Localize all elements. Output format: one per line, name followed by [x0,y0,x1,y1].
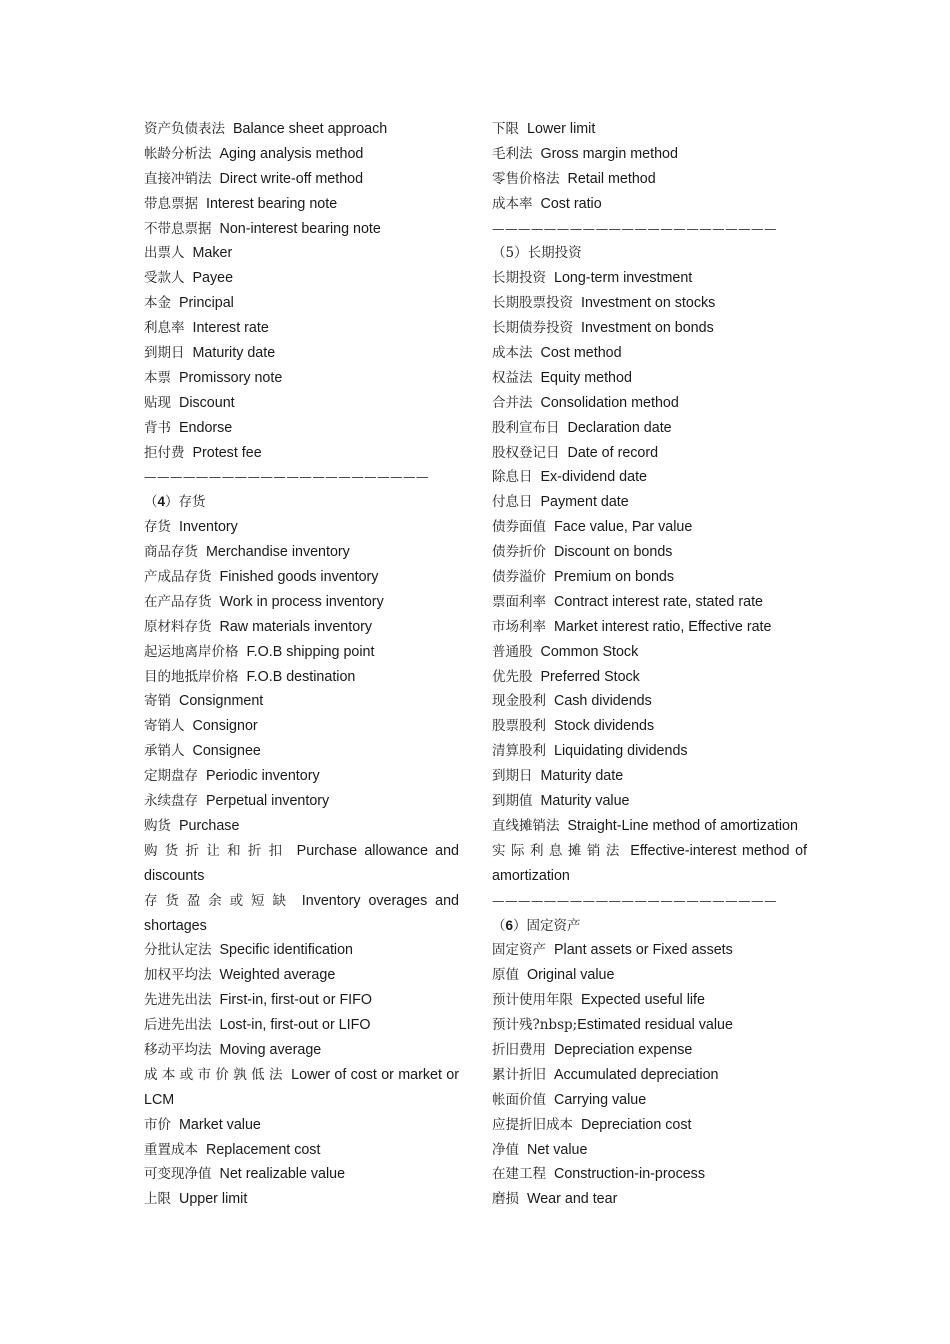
term-chinese: 成本或市价孰低法 [144,1066,287,1083]
term-chinese: 本金 [144,295,171,312]
glossary-entry [492,689,807,714]
section-title: ）固定资产 [513,917,581,934]
term-english-continued: shortages [144,917,207,934]
section-divider: —————————————————————— [492,892,777,908]
term-chinese: 累计折旧 [492,1066,546,1083]
term-chinese: 现金股利 [492,693,546,710]
glossary-entry-wrapped [144,1063,459,1088]
term-english: Market value [179,1116,261,1133]
glossary-entry-continuation [492,864,807,889]
term-chinese: 固定资产 [492,942,546,959]
term-english: Specific identification [219,942,354,959]
term-chinese: 成本法 [492,345,533,362]
glossary-entry [144,316,459,341]
term-chinese: 帐面价值 [492,1091,546,1108]
glossary-entry-continuation [144,864,459,889]
term-chinese: 受款人 [144,270,185,287]
glossary-entry [492,366,807,391]
term-chinese: 预计使用年限 [492,992,573,1009]
term-english: Net realizable value [219,1166,346,1183]
term-chinese: 贴现 [144,394,171,411]
glossary-entry [144,789,459,814]
term-english: Equity method [540,369,632,386]
term-chinese: 下限 [492,121,519,137]
term-english: Interest bearing note [206,195,338,212]
term-chinese: 永续盘存 [144,793,198,810]
term-chinese: 存货 [144,519,171,536]
term-english-continued: amortization [492,867,570,884]
term-english: Consignor [192,718,258,735]
glossary-entry [492,341,807,366]
term-chinese: 寄销人 [144,718,185,735]
glossary-entry [492,266,807,291]
glossary-entry [144,988,459,1013]
glossary-entry [144,1187,459,1212]
term-chinese: 零售价格法 [492,170,560,187]
left-column [144,117,459,1212]
term-english: Endorse [179,419,233,436]
term-chinese: 折旧费用 [492,1041,546,1058]
term-english: Lower limit [527,121,596,137]
glossary-entry [144,241,459,266]
term-chinese: 重置成本 [144,1141,198,1158]
term-english: Depreciation expense [554,1041,693,1058]
term-chinese: 成本率 [492,195,533,212]
term-chinese: 可变现净值 [144,1166,212,1183]
term-chinese: 承销人 [144,743,185,760]
term-english: Principal [179,295,234,312]
term-english: Investment on stocks [581,295,716,312]
glossary-entry [492,540,807,565]
term-english: Preferred Stock [540,668,640,685]
term-english: Investment on bonds [581,320,714,337]
section-heading [144,490,459,515]
term-chinese: 权益法 [492,369,533,386]
term-chinese: 背书 [144,419,171,436]
glossary-entry [492,1038,807,1063]
term-english: Balance sheet approach [233,121,388,137]
term-chinese: 债券面值 [492,519,546,536]
glossary-entry [492,1013,807,1038]
glossary-entry [144,167,459,192]
term-english: Merchandise inventory [206,544,350,561]
term-english: Liquidating dividends [554,743,688,760]
term-chinese: 存货盈余或短缺 [144,892,294,909]
right-column [492,117,807,1212]
glossary-entry [492,515,807,540]
term-chinese: 商品存货 [144,544,198,561]
glossary-entry [144,689,459,714]
term-english: Payee [192,270,234,287]
term-chinese: 先进先出法 [144,992,212,1009]
glossary-entry [144,441,459,466]
term-chinese: 预计残?nbsp; [492,1017,578,1034]
term-english: Wear and tear [527,1191,618,1208]
glossary-entry [492,167,807,192]
term-english: Cost ratio [540,195,602,212]
term-english: Original value [527,967,615,984]
term-english: Long-term investment [554,270,693,287]
term-chinese: 分批认定法 [144,942,212,959]
term-english: Interest rate [192,320,269,337]
term-english: Maturity date [192,345,276,362]
glossary-entry [492,1063,807,1088]
term-english: Promissory note [179,369,283,386]
glossary-entry [492,142,807,167]
term-chinese: 拒付费 [144,444,185,461]
glossary-entry [144,963,459,988]
term-english: Lost-in, first-out or LIFO [219,1017,371,1034]
term-chinese: 目的地抵岸价格 [144,668,239,685]
term-english: Carrying value [554,1091,647,1108]
term-chinese: 股利宣布日 [492,419,560,436]
glossary-entry [144,640,459,665]
term-chinese: 应提折旧成本 [492,1116,573,1133]
term-chinese: 付息日 [492,494,533,511]
term-english: Upper limit [179,1191,248,1208]
glossary-entry [492,391,807,416]
glossary-entry [492,416,807,441]
term-english: Accumulated depreciation [554,1066,719,1083]
term-chinese: 直接冲销法 [144,170,212,187]
glossary-entry [144,540,459,565]
section-title: ）存货 [165,494,206,511]
term-english: Stock dividends [554,718,655,735]
glossary-entry [144,665,459,690]
term-chinese: 净值 [492,1141,519,1158]
section-title: （5）长期投资 [492,245,582,262]
glossary-entry [144,615,459,640]
term-chinese: 出票人 [144,245,185,262]
term-chinese: 原材料存货 [144,618,212,635]
term-english: Finished goods inventory [219,569,379,586]
glossary-entry [144,1013,459,1038]
section-divider: —————————————————————— [144,469,429,485]
term-chinese: 不带息票据 [144,220,212,237]
glossary-entry [492,1138,807,1163]
glossary-entry [144,565,459,590]
glossary-entry [144,416,459,441]
glossary-entry [492,739,807,764]
section-number: 4 [157,494,166,510]
glossary-entry-continuation [144,914,459,939]
term-chinese: 市价 [144,1116,171,1133]
term-chinese: 清算股利 [492,743,546,760]
term-chinese: 除息日 [492,469,533,486]
term-chinese: 定期盘存 [144,768,198,785]
term-english: Depreciation cost [581,1116,692,1133]
glossary-entry [492,590,807,615]
term-english: Weighted average [219,967,336,984]
glossary-entry [492,814,807,839]
term-english: F.O.B shipping point [246,643,375,660]
term-english: Date of record [567,444,659,461]
term-chinese: 长期投资 [492,270,546,287]
term-english: Work in process inventory [219,593,384,610]
section-heading [492,241,807,266]
term-english: Cash dividends [554,693,652,710]
section-heading [492,914,807,939]
glossary-entry [492,714,807,739]
term-chinese: 长期债券投资 [492,320,573,337]
glossary-entry [144,291,459,316]
term-english: Retail method [567,170,656,187]
term-english: Raw materials inventory [219,618,373,635]
term-english: Aging analysis method [219,145,364,162]
term-english: Discount [179,394,235,411]
term-english: Direct write-off method [219,170,364,187]
term-english: Cost method [540,345,622,362]
term-english-continued: LCM [144,1091,175,1108]
term-english: Periodic inventory [206,768,320,785]
glossary-entry-wrapped [144,839,459,864]
term-english: Protest fee [192,444,262,461]
term-english: Payment date [540,494,629,511]
glossary-entry [492,1113,807,1138]
glossary-entry [492,192,807,217]
term-chinese: 到期值 [492,793,533,810]
glossary-entry [144,266,459,291]
term-chinese: 直线摊销法 [492,817,560,834]
term-english: Effective-interest method of [630,842,807,859]
term-english: Premium on bonds [554,569,674,586]
glossary-entry [492,117,807,142]
term-chinese: 利息率 [144,320,185,337]
term-english: Plant assets or Fixed assets [554,942,733,959]
term-english: F.O.B destination [246,668,356,685]
glossary-entry [492,988,807,1013]
term-english: Consolidation method [540,394,679,411]
glossary-entry [492,640,807,665]
glossary-entry [144,391,459,416]
term-chinese: 在建工程 [492,1166,546,1183]
term-chinese: 股权登记日 [492,444,560,461]
term-english: Purchase allowance and [296,842,459,859]
glossary-entry [492,764,807,789]
term-chinese: 本票 [144,369,171,386]
glossary-entry [144,714,459,739]
term-english: Contract interest rate, stated rate [554,593,763,610]
term-chinese: 寄销 [144,693,171,710]
term-english: Ex-dividend date [540,469,648,486]
term-chinese: 移动平均法 [144,1041,212,1058]
term-chinese: 帐龄分析法 [144,145,212,162]
glossary-entry [144,814,459,839]
term-english: Common Stock [540,643,639,660]
glossary-entry [492,316,807,341]
term-english: Perpetual inventory [206,793,330,810]
term-english: Consignee [192,743,261,760]
glossary-entry-wrapped [492,839,807,864]
term-chinese: 购货折让和折扣 [144,842,290,859]
term-english: Moving average [219,1041,322,1058]
term-chinese: 到期日 [144,345,185,362]
term-english: Inventory overages and [301,892,460,909]
term-english: Gross margin method [540,145,678,162]
glossary-entry [144,366,459,391]
term-english: Estimated residual value [577,1017,733,1034]
glossary-entry [492,465,807,490]
term-chinese: 股票股利 [492,718,546,735]
term-chinese: 合并法 [492,394,533,411]
glossary-entry [144,1038,459,1063]
term-english: Construction-in-process [554,1166,705,1183]
glossary-entry [144,192,459,217]
glossary-entry-wrapped [144,889,459,914]
glossary-entry [144,142,459,167]
term-chinese: 资产负债表法 [144,121,225,137]
term-chinese: 债券溢价 [492,569,546,586]
term-chinese: 上限 [144,1191,171,1208]
glossary-entry [144,1138,459,1163]
term-chinese: 后进先出法 [144,1017,212,1034]
glossary-entry [492,441,807,466]
glossary-entry [492,1162,807,1187]
term-chinese: 在产品存货 [144,593,212,610]
glossary-entry [492,789,807,814]
term-chinese: 长期股票投资 [492,295,573,312]
term-chinese: 票面利率 [492,593,546,610]
glossary-entry [492,963,807,988]
term-chinese: 实际利息摊销法 [492,842,625,859]
term-chinese: 普通股 [492,643,533,660]
term-english: First-in, first-out or FIFO [219,992,373,1009]
term-english: Lower of cost or market or [291,1066,460,1083]
glossary-entry [492,665,807,690]
term-english: Purchase [179,817,240,834]
term-chinese: 市场利率 [492,618,546,635]
glossary-entry [144,1113,459,1138]
glossary-entry [492,291,807,316]
term-english: Replacement cost [206,1141,321,1158]
term-english: Net value [527,1141,588,1158]
term-english: Inventory [179,519,238,536]
term-chinese: 起运地离岸价格 [144,643,239,660]
glossary-entry [144,117,459,142]
section-divider: —————————————————————— [492,220,777,236]
term-chinese: 购货 [144,817,171,834]
glossary-entry [144,938,459,963]
term-english: Face value, Par value [554,519,693,536]
glossary-entry [144,515,459,540]
term-english: Discount on bonds [554,544,673,561]
term-chinese: 原值 [492,967,519,984]
glossary-entry [492,1187,807,1212]
glossary-entry [144,1162,459,1187]
section-open: （ [144,494,158,511]
term-chinese: 产成品存货 [144,569,212,586]
term-english: Expected useful life [581,992,705,1009]
term-chinese: 毛利法 [492,145,533,162]
glossary-entry [144,764,459,789]
term-english: Straight-Line method of amortization [567,817,798,834]
term-english: Maturity date [540,768,624,785]
term-chinese: 优先股 [492,668,533,685]
term-english-continued: discounts [144,867,205,884]
glossary-entry [144,341,459,366]
glossary-entry [144,590,459,615]
glossary-entry [492,1088,807,1113]
term-english: Maturity value [540,793,630,810]
term-chinese: 带息票据 [144,195,198,212]
term-english: Non-interest bearing note [219,220,381,237]
glossary-entry [144,739,459,764]
glossary-entry [492,565,807,590]
term-english: Maker [192,245,233,262]
term-english: Declaration date [567,419,672,436]
term-chinese: 加权平均法 [144,967,212,984]
glossary-entry [492,615,807,640]
term-chinese: 磨损 [492,1191,519,1208]
term-english: Market interest ratio, Effective rate [554,618,772,635]
glossary-entry [492,938,807,963]
glossary-entry [144,217,459,242]
section-open: （ [492,917,506,934]
term-chinese: 债券折价 [492,544,546,561]
term-english: Consignment [179,693,264,710]
glossary-entry [492,490,807,515]
glossary-entry-continuation [144,1088,459,1113]
section-number: 6 [505,917,514,933]
term-chinese: 到期日 [492,768,533,785]
